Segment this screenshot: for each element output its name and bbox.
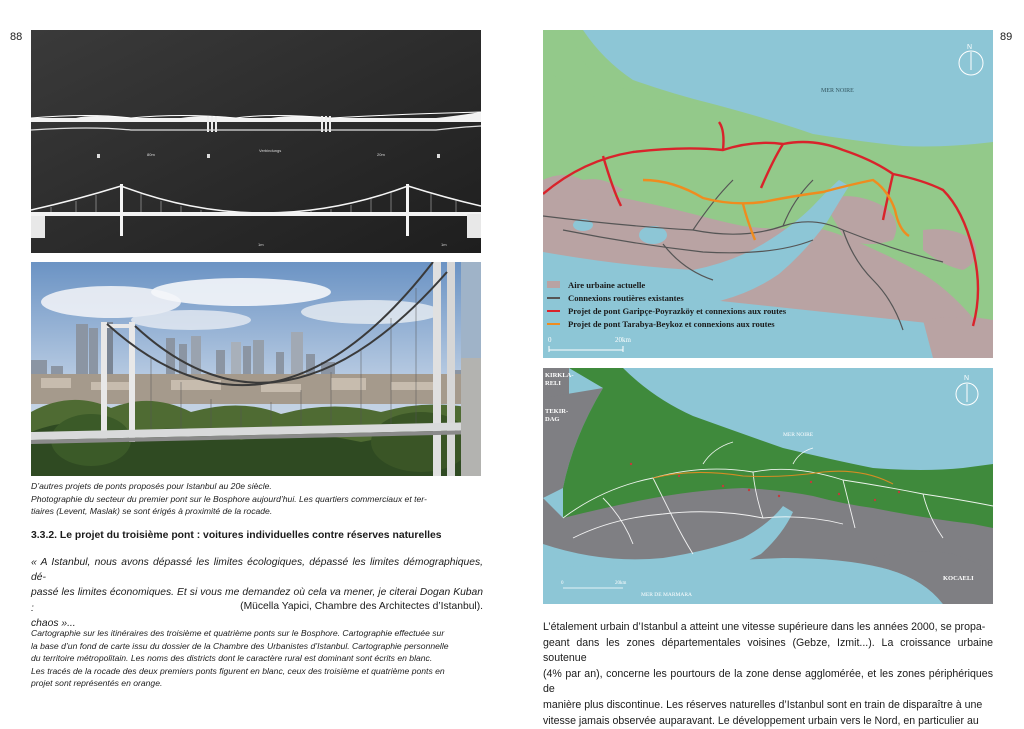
svg-text:MER DE MARMARA: MER DE MARMARA xyxy=(641,592,693,598)
bosphorus-photo xyxy=(31,262,481,476)
tower-left xyxy=(120,184,123,236)
svg-text:20km: 20km xyxy=(615,336,631,344)
svg-text:1m: 1m xyxy=(258,242,264,247)
svg-text:Verbindungs: Verbindungs xyxy=(259,148,282,153)
caption-top xyxy=(31,480,486,518)
svg-text:KIRKLA-: KIRKLA- xyxy=(545,372,574,379)
svg-text:1m: 1m xyxy=(441,242,447,247)
svg-text:0: 0 xyxy=(561,581,564,586)
svg-text:RELI: RELI xyxy=(545,380,561,387)
caption-top-line: tiaires (Levent, Maslak) se sont érigés à proximité de la rocade. xyxy=(31,506,273,517)
body-line: L’étalement urbain d’Istanbul a atteint une vitesse supérieure dans les années 2000, se propa- xyxy=(543,621,986,633)
caption-top-line: D’autres projets de ponts proposés pour Istanbul au 20e siècle. xyxy=(31,481,272,491)
body-line: manière plus discontinue. Les réserves naturelles d’Istanbul sont en train de disparaître à une xyxy=(543,698,983,711)
page-number-right: 89 xyxy=(1000,31,1013,43)
suspension-deck xyxy=(31,212,481,216)
sea-label: MER NOIRE xyxy=(821,88,854,94)
caption-bottom-line: projet sont représentés en orange. xyxy=(31,678,163,689)
svg-text:80m: 80m xyxy=(147,152,155,157)
caption-bottom-line: Les tracés de la rocade des deux premiers ponts figurent en blanc, ceux des troisième et quatrième ponts en xyxy=(31,665,445,676)
caption-bottom-line: du territoire métropolitain. Les noms des districts dont le caractère rural est dominant sont écrits en blanc. xyxy=(31,653,433,664)
map-bottom-svg xyxy=(543,368,993,604)
svg-text:0: 0 xyxy=(548,336,552,344)
bridge-drawing xyxy=(31,30,481,253)
quote-line: chaos »... xyxy=(31,617,76,629)
quote-line: « A Istanbul, nous avons dépassé les limites écologiques, dépassé les limites démographiques, dé- xyxy=(31,557,483,584)
body-line: vitesse jamais observée auparavant. Le développement urbain vers le Nord, en particulier au xyxy=(543,714,979,727)
bridge-tower-left xyxy=(101,322,107,442)
svg-text:N: N xyxy=(964,375,970,382)
bridge-tower-right xyxy=(433,262,441,476)
legend-item: Connexions routières existantes xyxy=(547,291,786,304)
quote xyxy=(31,555,483,631)
svg-text:KOCAELI: KOCAELI xyxy=(943,575,974,582)
quote-source: (Mücella Yapici, Chambre des Architectes d’Istanbul). xyxy=(240,601,483,612)
caption-bottom xyxy=(31,627,486,690)
bosphorus-photo-svg xyxy=(31,262,481,476)
section-title: 3.3.2. Le projet du troisième pont : voitures individuelles contre réserves naturelles xyxy=(31,530,442,541)
body-text xyxy=(543,620,993,729)
map-bridge-routes xyxy=(543,30,993,358)
caption-bottom-line: Cartographie sur les itinéraires des troisième et quatrième ponts sur le Bosphore. Cartographie effectuée sur xyxy=(31,628,445,638)
legend-item: Projet de pont Tarabya-Beykoz et connexions aux routes xyxy=(547,317,786,330)
svg-text:MER NOIRE: MER NOIRE xyxy=(783,432,814,438)
svg-text:N: N xyxy=(967,44,973,51)
map-metropolitan-territory xyxy=(543,368,993,604)
svg-text:TEKIR-: TEKIR- xyxy=(545,408,569,415)
svg-text:DAG: DAG xyxy=(545,416,560,423)
caption-bottom-line: la base d’un fond de carte issu du dossier de la Chambre des Urbanistes d’Istanbul. Cartographie personnelle xyxy=(31,640,449,651)
bridge-drawing-svg xyxy=(31,30,481,253)
svg-text:20km: 20km xyxy=(615,581,627,586)
body-line: (4% par an), concerne les pourtours de la zone dense agglomérée, et les zones périphériques de xyxy=(543,667,993,696)
legend-item: Aire urbaine actuelle xyxy=(547,278,786,291)
map-legend xyxy=(547,278,786,330)
body-line: geant dans les zones départementales voisines (Gebze, Izmit...). La croissance urbaine soutenue xyxy=(543,636,993,665)
svg-text:20m: 20m xyxy=(377,152,385,157)
tower-right xyxy=(406,184,409,236)
page-number-left: 88 xyxy=(10,31,23,43)
quote-line: passé les limites économiques. Et si vous me demandez où cela va mener, je citerai Dogan Kuban : xyxy=(31,587,483,614)
caption-top-line: Photographie du secteur du premier pont sur le Bosphore aujourd’hui. Les quartiers commerciaux et ter- xyxy=(31,493,427,504)
legend-item: Projet de pont Garipçe-Poyrazköy et connexions aux routes xyxy=(547,304,786,317)
